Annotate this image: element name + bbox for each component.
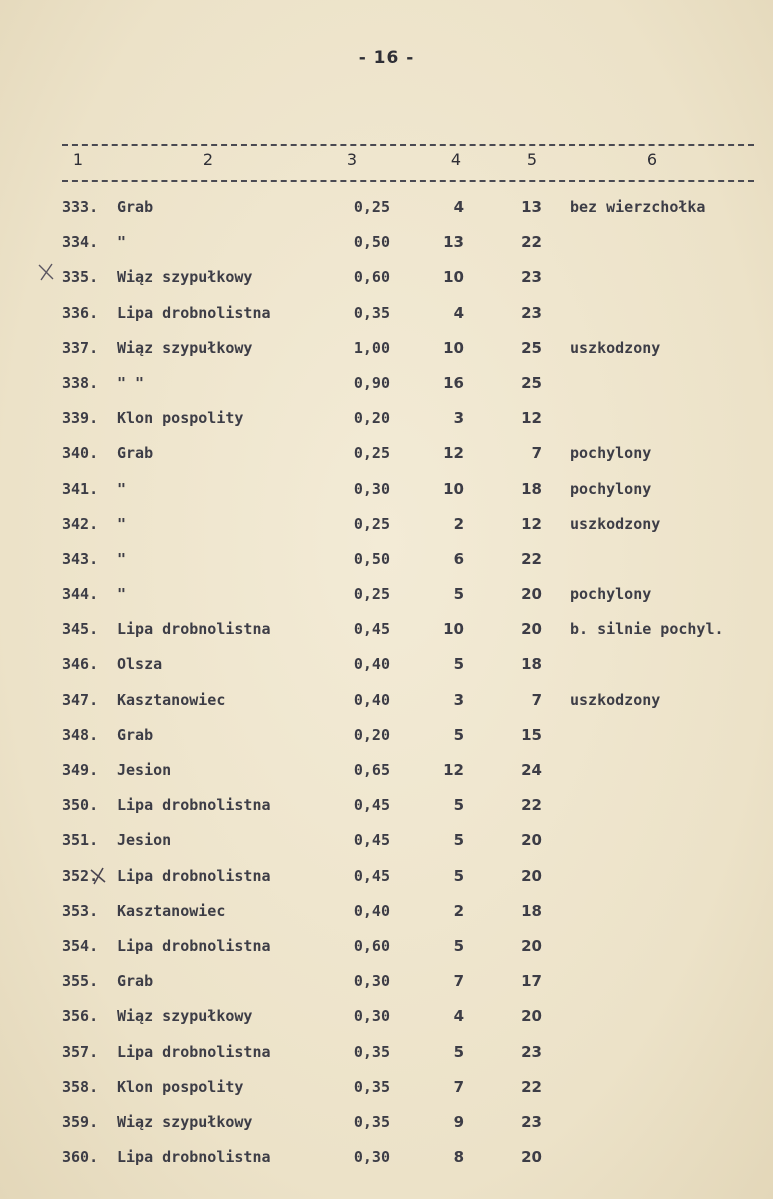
height-value: 5 [453, 866, 464, 885]
diameter-value: 0,45 [353, 866, 390, 885]
table-row [0, 331, 773, 366]
diameter-value: 0,35 [353, 303, 390, 322]
row-number: 343. [62, 549, 99, 568]
age-value: 7 [531, 444, 542, 463]
height-value: 6 [453, 549, 464, 568]
table-row [0, 1070, 773, 1105]
age-value: 20 [521, 831, 542, 850]
species-name: Lipa drobnolistna [117, 620, 271, 639]
height-value: 10 [443, 338, 464, 357]
row-number: 347. [62, 690, 99, 709]
species-name: Lipa drobnolistna [117, 796, 271, 815]
row-number: 335. [62, 268, 99, 287]
diameter-value: 0,40 [353, 901, 390, 920]
species-name: Olsza [117, 655, 163, 674]
row-number: 351. [62, 831, 99, 850]
table-row [0, 859, 773, 894]
species-name: " [117, 585, 127, 604]
row-number: 356. [62, 1007, 99, 1026]
species-name: Grab [117, 972, 154, 991]
diameter-value: 0,35 [353, 1077, 390, 1096]
age-value: 17 [521, 972, 542, 991]
age-value: 22 [521, 796, 542, 815]
species-name: Lipa drobnolistna [117, 1148, 271, 1167]
diameter-value: 0,20 [353, 725, 390, 744]
remark-text: bez wierzchołka [570, 198, 706, 216]
height-value: 13 [443, 233, 464, 252]
remark-text: b. silnie pochyl. [570, 620, 724, 639]
diameter-value: 0,60 [353, 268, 390, 287]
row-number: 359. [62, 1112, 99, 1131]
table-row [0, 401, 773, 436]
row-number: 333. [62, 198, 99, 216]
row-number: 348. [62, 725, 99, 744]
species-name: Klon pospolity [117, 409, 244, 428]
height-value: 5 [453, 725, 464, 744]
species-name: " [117, 549, 127, 568]
species-name: Klon pospolity [117, 1077, 244, 1096]
height-value: 4 [453, 198, 464, 216]
table-row [0, 929, 773, 964]
diameter-value: 0,30 [353, 1007, 390, 1026]
diameter-value: 0,40 [353, 690, 390, 709]
species-name: " [117, 514, 127, 533]
species-name: Wiąz szypułkowy [117, 338, 253, 357]
height-value: 5 [453, 1042, 464, 1061]
diameter-value: 1,00 [353, 338, 390, 357]
species-name: Kasztanowiec [117, 690, 226, 709]
handwritten-cross-mark-icon [36, 262, 56, 282]
column-header-6: 6 [646, 150, 658, 169]
species-name: Wiąz szypułkowy [117, 268, 253, 287]
remark-text: uszkodzony [570, 514, 661, 533]
table-row [0, 1140, 773, 1175]
age-value: 24 [521, 761, 542, 779]
age-value: 23 [521, 268, 542, 287]
row-number: 338. [62, 373, 99, 392]
diameter-value: 0,50 [353, 233, 390, 252]
page-number: - 16 - [358, 48, 415, 68]
age-value: 18 [521, 479, 542, 498]
table-row [0, 753, 773, 788]
species-name: Jesion [117, 761, 172, 779]
table-row [0, 542, 773, 577]
species-name: Jesion [117, 831, 172, 850]
age-value: 20 [521, 585, 542, 604]
table-header-row [0, 150, 773, 174]
row-number: 349. [62, 761, 99, 779]
table-row [0, 612, 773, 647]
age-value: 13 [521, 198, 542, 216]
height-value: 3 [453, 409, 464, 428]
table-row [0, 964, 773, 999]
table-row [0, 647, 773, 682]
age-value: 23 [521, 303, 542, 322]
height-value: 8 [453, 1148, 464, 1167]
age-value: 25 [521, 373, 542, 392]
height-value: 7 [453, 1077, 464, 1096]
age-value: 22 [521, 233, 542, 252]
species-name: Lipa drobnolistna [117, 303, 271, 322]
age-value: 18 [521, 655, 542, 674]
remark-text: uszkodzony [570, 338, 661, 357]
row-number: 350. [62, 796, 99, 815]
row-number: 353. [62, 901, 99, 920]
table-row [0, 296, 773, 331]
height-value: 12 [443, 761, 464, 779]
table-row [0, 718, 773, 753]
row-number: 339. [62, 409, 99, 428]
column-header-3: 3 [346, 150, 358, 169]
species-name: Wiąz szypułkowy [117, 1112, 253, 1131]
diameter-value: 0,30 [353, 972, 390, 991]
column-header-4: 4 [450, 150, 462, 169]
height-value: 4 [453, 303, 464, 322]
age-value: 20 [521, 866, 542, 885]
species-name: " [117, 479, 127, 498]
species-name: Kasztanowiec [117, 901, 226, 920]
height-value: 5 [453, 936, 464, 955]
row-number: 336. [62, 303, 99, 322]
diameter-value: 0,35 [353, 1042, 390, 1061]
remark-text: uszkodzony [570, 690, 661, 709]
diameter-value: 0,40 [353, 655, 390, 674]
height-value: 9 [453, 1112, 464, 1131]
species-name: Wiąz szypułkowy [117, 1007, 253, 1026]
age-value: 22 [521, 549, 542, 568]
table-top-rule [62, 144, 754, 146]
table-row [0, 1105, 773, 1140]
diameter-value: 0,50 [353, 549, 390, 568]
height-value: 5 [453, 831, 464, 850]
row-number: 334. [62, 233, 99, 252]
row-number: 360. [62, 1148, 99, 1167]
table-row [0, 507, 773, 542]
row-number: 355. [62, 972, 99, 991]
age-value: 18 [521, 901, 542, 920]
diameter-value: 0,25 [353, 444, 390, 463]
table-row [0, 894, 773, 929]
height-value: 10 [443, 620, 464, 639]
table-row [0, 788, 773, 823]
column-header-5: 5 [526, 150, 538, 169]
table-row [0, 999, 773, 1034]
column-header-2: 2 [202, 150, 214, 169]
height-value: 2 [453, 901, 464, 920]
diameter-value: 0,60 [353, 936, 390, 955]
diameter-value: 0,25 [353, 514, 390, 533]
table-row [0, 260, 773, 295]
height-value: 2 [453, 514, 464, 533]
age-value: 12 [521, 409, 542, 428]
diameter-value: 0,45 [353, 620, 390, 639]
table-body [0, 190, 773, 1175]
age-value: 23 [521, 1042, 542, 1061]
table-row [0, 683, 773, 718]
age-value: 25 [521, 338, 542, 357]
age-value: 7 [531, 690, 542, 709]
age-value: 20 [521, 1148, 542, 1167]
column-header-1: 1 [72, 150, 84, 169]
species-name: " " [117, 373, 145, 392]
species-name: Lipa drobnolistna [117, 936, 271, 955]
height-value: 7 [453, 972, 464, 991]
row-number: 341. [62, 479, 99, 498]
row-number: 352. [62, 866, 99, 885]
diameter-value: 0,65 [353, 761, 390, 779]
row-number: 346. [62, 655, 99, 674]
diameter-value: 0,20 [353, 409, 390, 428]
height-value: 16 [443, 373, 464, 392]
table-row [0, 225, 773, 260]
row-number: 340. [62, 444, 99, 463]
remark-text: pochylony [570, 479, 652, 498]
species-name: Grab [117, 725, 154, 744]
row-number: 357. [62, 1042, 99, 1061]
table-row [0, 366, 773, 401]
diameter-value: 0,45 [353, 796, 390, 815]
age-value: 15 [521, 725, 542, 744]
height-value: 10 [443, 268, 464, 287]
age-value: 20 [521, 620, 542, 639]
species-name: Lipa drobnolistna [117, 866, 271, 885]
height-value: 3 [453, 690, 464, 709]
row-number: 344. [62, 585, 99, 604]
species-name: Grab [117, 444, 154, 463]
species-name: Grab [117, 198, 154, 216]
row-number: 337. [62, 338, 99, 357]
diameter-value: 0,25 [353, 198, 390, 216]
table-row [0, 577, 773, 612]
age-value: 20 [521, 1007, 542, 1026]
table-row [0, 823, 773, 858]
age-value: 20 [521, 936, 542, 955]
diameter-value: 0,35 [353, 1112, 390, 1131]
remark-text: pochylony [570, 585, 652, 604]
table-row [0, 190, 773, 225]
row-number: 342. [62, 514, 99, 533]
table-row [0, 1035, 773, 1070]
diameter-value: 0,30 [353, 479, 390, 498]
table-header-rule [62, 180, 754, 182]
diameter-value: 0,25 [353, 585, 390, 604]
height-value: 10 [443, 479, 464, 498]
height-value: 12 [443, 444, 464, 463]
table-row [0, 436, 773, 471]
species-name: " [117, 233, 127, 252]
age-value: 12 [521, 514, 542, 533]
row-number: 354. [62, 936, 99, 955]
remark-text: pochylony [570, 444, 652, 463]
height-value: 4 [453, 1007, 464, 1026]
age-value: 23 [521, 1112, 542, 1131]
row-number: 345. [62, 620, 99, 639]
age-value: 22 [521, 1077, 542, 1096]
diameter-value: 0,45 [353, 831, 390, 850]
height-value: 5 [453, 585, 464, 604]
diameter-value: 0,90 [353, 373, 390, 392]
handwritten-cross-mark-icon [88, 866, 108, 886]
table-row [0, 472, 773, 507]
height-value: 5 [453, 796, 464, 815]
species-name: Lipa drobnolistna [117, 1042, 271, 1061]
row-number: 358. [62, 1077, 99, 1096]
height-value: 5 [453, 655, 464, 674]
diameter-value: 0,30 [353, 1148, 390, 1167]
